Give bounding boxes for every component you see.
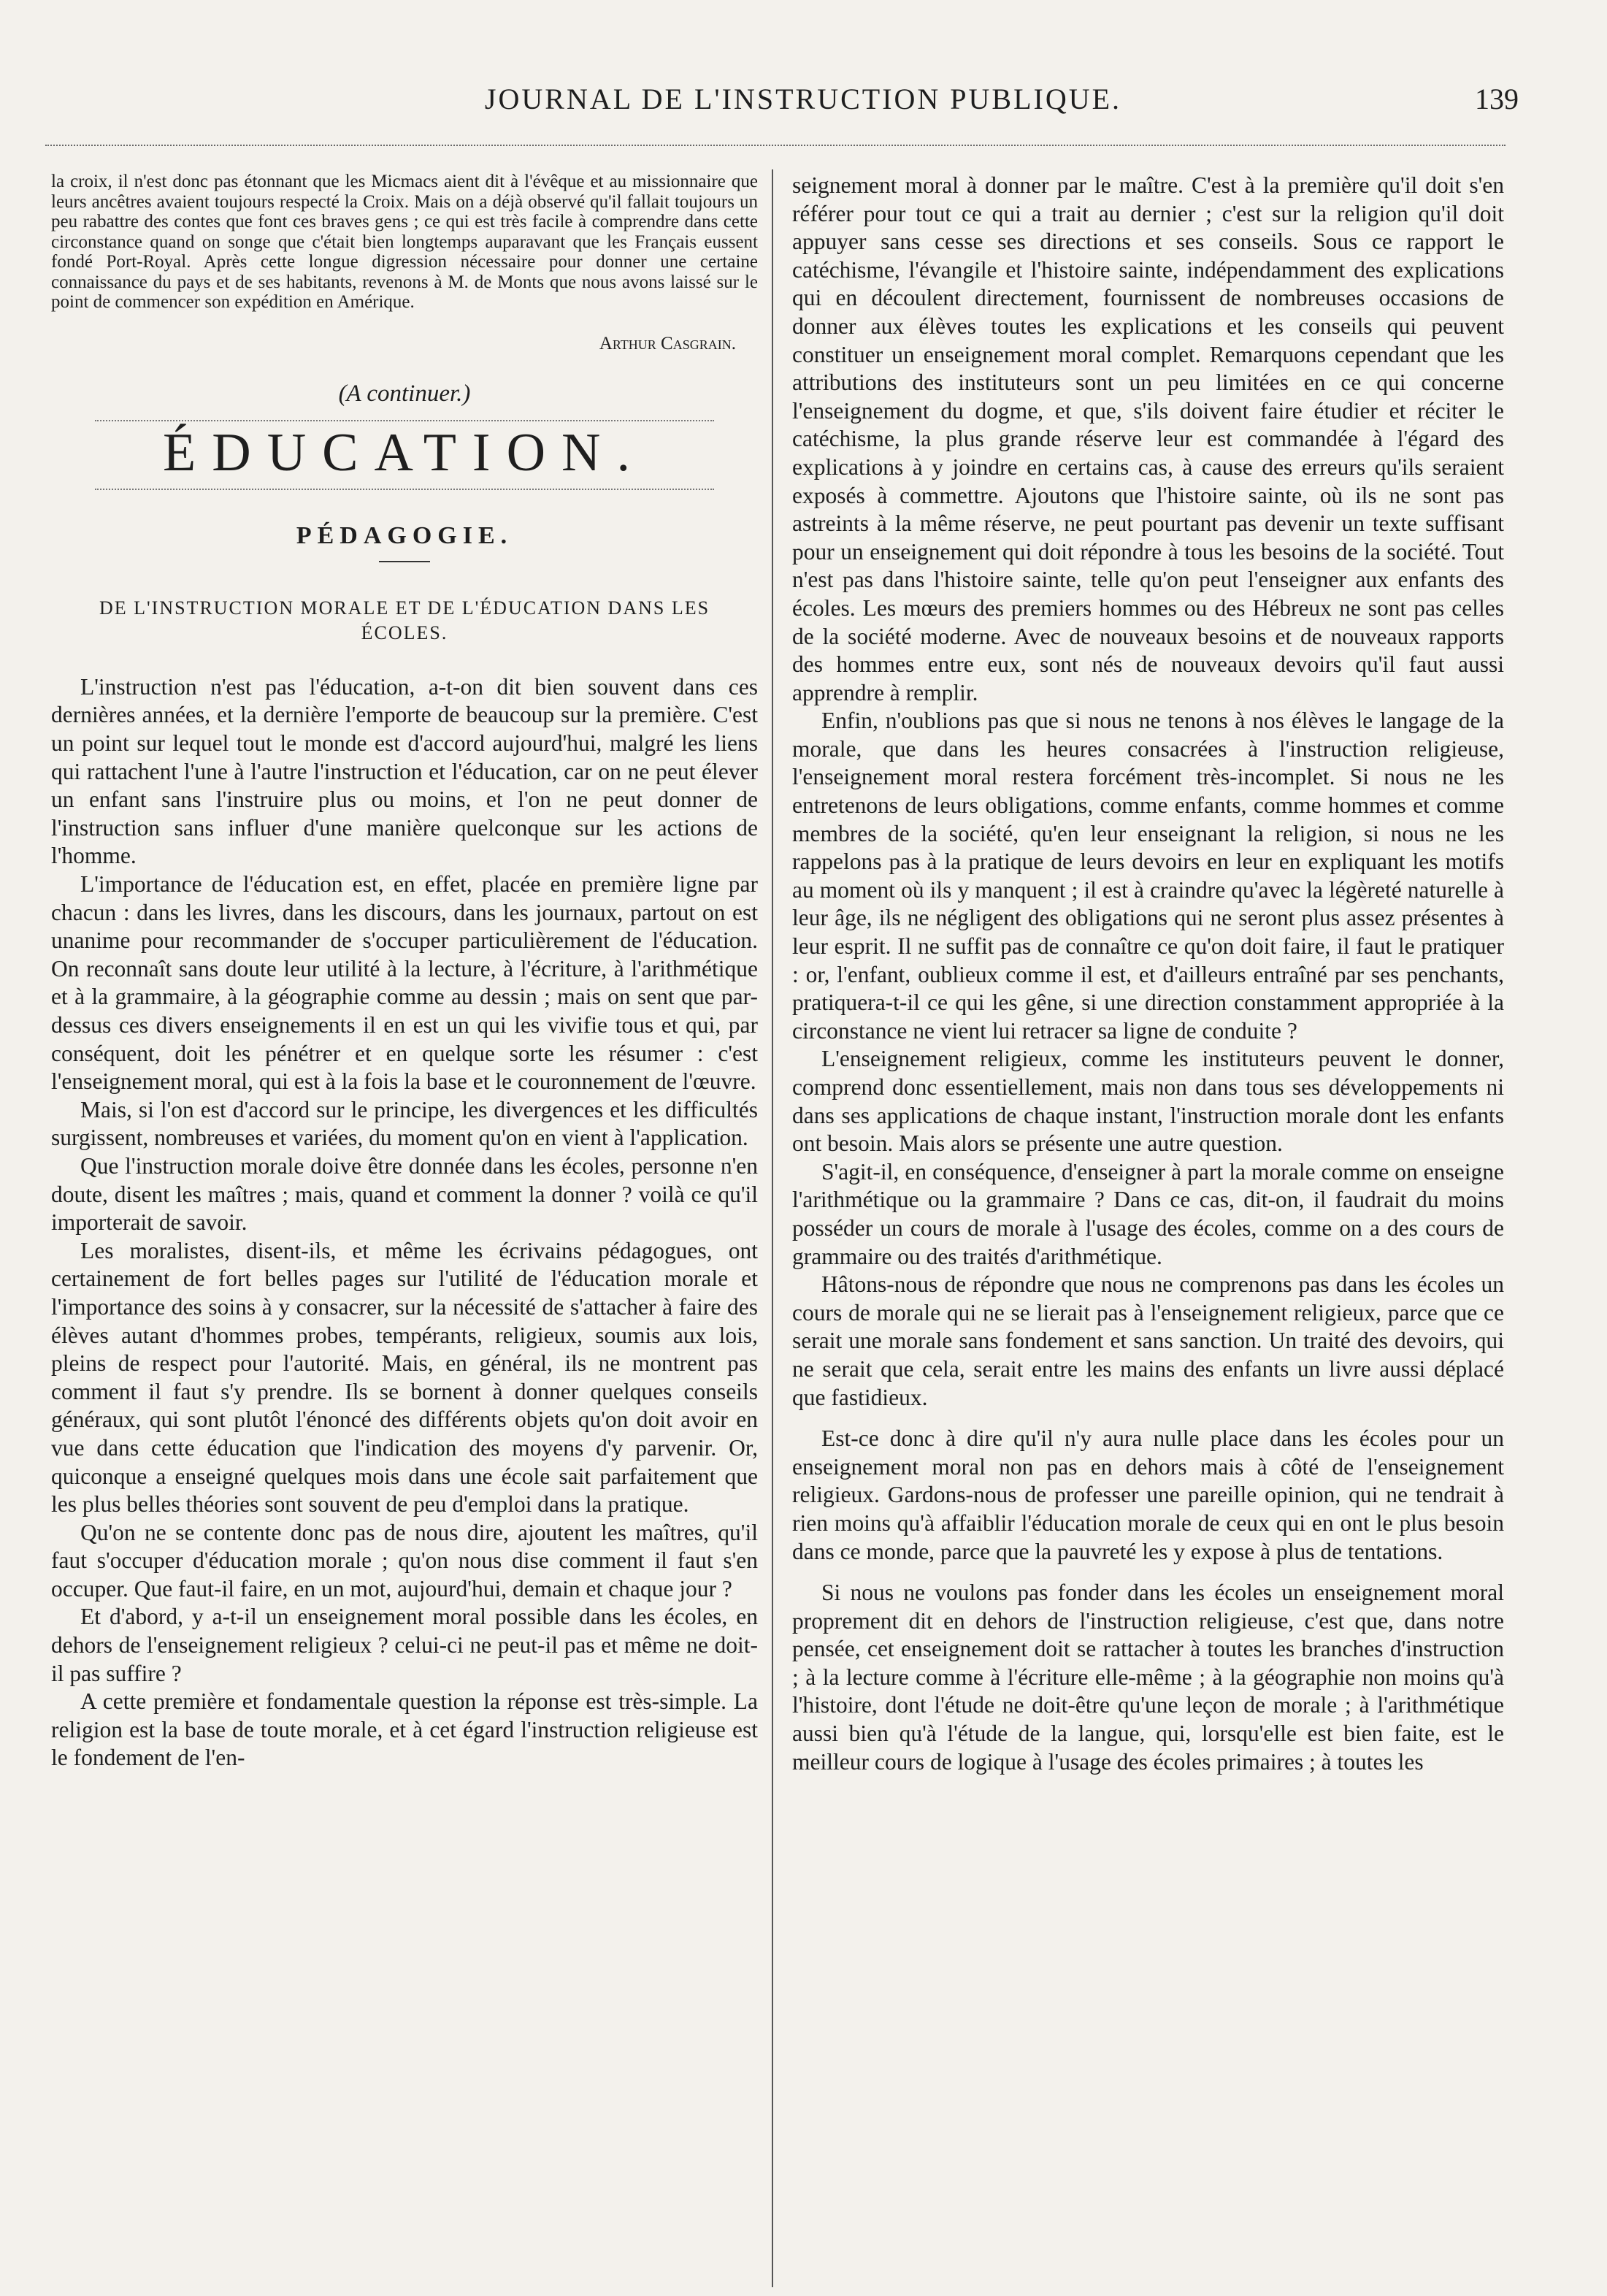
- paragraph: Est-ce donc à dire qu'il n'y aura nulle place dans les écoles pour un enseignement moral non pas en dehors mais à côté de l'enseignement religieux. Gardons-nous de professer une pareille opinion, qui ne tendrait à rien moins qu'à affaiblir l'éducation morale de ceux qui en ont le plus besoin dans ce monde, parce que la pauvreté les y expose à plus de tentations.: [792, 1426, 1504, 1564]
- paragraph: Que l'instruction morale doive être donnée dans les écoles, personne n'en doute, disent les maîtres ; mais, quand et comment la donner ? voilà ce qu'il importerait de savoir.: [51, 1152, 758, 1236]
- short-rule: [379, 561, 430, 562]
- paragraph: Hâtons-nous de répondre que nous ne comprenons pas dans les écoles un cours de morale qui ne se lierait pas à l'enseignement religieux, parce que ce serait une morale sans fondement et sans sanction. Un traité des devoirs, qui ne serait que cela, serait entre les mains des enfants un livre aussi déplacé que fastidieux.: [792, 1271, 1504, 1410]
- paragraph: L'importance de l'éducation est, en effet, placée en première ligne par chacun : dans les livres, dans les discours, dans les journaux, partout on est unanime pour recommander de s'occuper particulièrement de l'éducation. On reconnaît sans doute leur utilité à la lecture, à l'écriture, à l'arithmétique et à la grammaire, à la géographie comme au dessin ; mais on sent que par-dessus ces divers enseignements il en est un qui les vivifie tous et qui, par conséquent, doit les pénétrer et en quelque sorte les résumer : c'est l'enseignement moral, qui est à la fois la base et le couronnement de l'œuvre.: [51, 871, 758, 1095]
- running-title: JOURNAL DE L'INSTRUCTION PUBLIQUE.: [484, 83, 1122, 115]
- paragraph-spacer: [792, 1566, 1504, 1579]
- right-column: [792, 172, 1504, 1776]
- left-column: [51, 172, 758, 1772]
- section-title: ÉDUCATION.: [163, 422, 646, 483]
- paragraph: Les moralistes, disent-ils, et même les écrivains pédagogues, ont certainement de fort belles pages sur l'utilité de l'éducation morale et l'importance des soins à y consacrer, sur la nécessité de s'attacher à faire des élèves autant d'hommes probes, tempérants, religieux, soumis aux lois, pleins de respect pour l'autorité. Mais, en général, ils ne montrent pas comment il faut s'y prendre. Ils se bornent à donner quelques conseils généraux, qui sont plutôt l'énoncé des différents objets qu'on doit avoir en vue dans cette éducation que l'indication des moyens d'y parvenir. Or, quiconque a enseigné quelques mois dans une école sait parfaitement que les plus belles théories sont souvent de peu d'emploi dans la pratique.: [51, 1237, 758, 1518]
- page-number: 139: [1475, 83, 1519, 115]
- paragraph: S'agit-il, en conséquence, d'enseigner à part la morale comme on enseigne l'arithmétique ou la grammaire ? Dans ce cas, dit-on, il faudrait du moins posséder un cours de morale à l'usage des écoles, comme on a des cours de grammaire ou des traités d'arithmétique.: [792, 1158, 1504, 1269]
- paragraph: Si nous ne voulons pas fonder dans les écoles un enseignement moral proprement dit en dehors de l'instruction religieuse, c'est que, dans notre pensée, cet enseignement doit se rattacher à toutes les branches d'instruction ; à la lecture comme à l'écriture elle-même ; à la géographie non moins qu'à l'histoire, dont l'étude ne doit-être qu'une leçon de morale ; à l'arithmétique aussi bien qu'à l'étude de la langue, qui, lorsqu'elle est bien faite, est le meilleur cours de logique à l'usage des écoles primaires ; à toutes les: [792, 1580, 1504, 1775]
- paragraph: L'enseignement religieux, comme les instituteurs peuvent le donner, comprend donc essentiellement, mais non dans tous ses développements ni dans ses applications de chaque instant, l'instruction morale dont les enfants ont besoin. Mais alors se présente une autre question.: [792, 1046, 1504, 1157]
- paragraph: Enfin, n'oublions pas que si nous ne tenons à nos élèves le langage de la morale, que dans les heures consacrées à l'instruction religieuse, l'enseignement moral restera forcément très-incomplet. Si nous ne les entretenons de leurs obligations, comme enfants, comme hommes et comme membres de la société, qu'en leur enseignant la religion, si nous ne les rappelons pas à la pratique de leurs devoirs en leur en expliquant les motifs au moment où ils y manquent ; il est à craindre qu'avec la légèreté naturelle à leur âge, ils ne négligent des obligations qui ne seront plus assez présentes à leur esprit. Il ne suffit pas de connaître ce qu'on doit faire, il faut le pratiquer : or, l'enfant, oublieux comme il est, et d'ailleurs entraîné par ses penchants, pratiquera-t-il ce qui les gêne, si une direction constamment appropriée à la circonstance ne vient lui retracer sa ligne de conduite ?: [792, 708, 1504, 1044]
- paragraph: L'instruction n'est pas l'éducation, a-t-on dit bien souvent dans ces dernières années, et la dernière l'emporte de beaucoup sur la première. C'est un point sur lequel tout le monde est d'accord aujourd'hui, malgré les liens qui rattachent l'une à l'autre l'instruction et l'éducation, car on ne peut élever un enfant sans l'instruire plus ou moins, et l'on ne peut donner de l'instruction sans influer d'une manière quelconque sur les actions de l'homme.: [51, 673, 758, 869]
- subsection-title: PÉDAGOGIE.: [296, 522, 513, 550]
- section-divider-top: [95, 420, 714, 421]
- author-signature: Arthur Casgrain.: [599, 333, 736, 353]
- paragraph: seignement moral à donner par le maître. C'est à la première qu'il doit s'en référer pour tout ce qui a trait au dernier ; c'est sur la religion qu'il doit appuyer sans cesse ses directions et ses conseils. Sous ce rapport le catéchisme, l'évangile et l'histoire sainte, indépendamment des explications qui en découlent directement, fournissent de nombreuses occasions de donner aux élèves toutes les explications et les conseils qui peuvent constituer un enseignement moral complet. Remarquons cependant que les attributions des instituteurs sont un peu limitées en ce qui concerne l'enseignement du dogme, et que, s'ils doivent faire étudier et réciter le catéchisme, la plus grande réserve leur est commandée à l'égard des explications à y joindre en certains cas, à cause des erreurs qu'ils seraient exposés à commettre. Ajoutons que l'histoire sainte, où ils ne sont pas astreints à la même réserve, ne peut pourtant pas devenir un texte suffisant pour un enseignement qui doit répondre à tous les besoins de la société. Tout n'est pas dans l'histoire sainte, telle qu'on peut l'enseigner aux enfants des écoles. Les mœurs des premiers hommes ou des Hébreux ne sont pas celles de la société moderne. Avec de nouveaux besoins et de nouveaux rapports des hommes entre eux, sont nés de nouveaux devoirs qu'il faut aussi apprendre à remplir.: [792, 172, 1504, 705]
- article-title: DE L'INSTRUCTION MORALE ET DE L'ÉDUCATION DANS LES ÉCOLES.: [99, 597, 710, 643]
- paragraph: Qu'on ne se contente donc pas de nous dire, ajoutent les maîtres, qu'il faut s'occuper d'éducation morale ; qu'on nous dise comment il faut s'en occuper. Que faut-il faire, en un mot, aujourd'hui, demain et chaque jour ?: [51, 1519, 758, 1602]
- paragraph: A cette première et fondamentale question la réponse est très-simple. La religion est la base de toute morale, et à cet égard l'instruction religieuse est le fondement de l'en-: [51, 1688, 758, 1771]
- paragraph-spacer: [792, 1412, 1504, 1425]
- page-header: [44, 82, 1562, 126]
- column-divider: [772, 169, 773, 2287]
- previous-article-ending: la croix, il n'est donc pas étonnant que les Micmacs aient dit à l'évêque et au missionnaire que leurs ancêtres avaient toujours respecté la Croix. Mais on a déjà observé qu'il fallait toujours un peu rabattre des contes que font ces braves gens ; ce qui est très facile à comprendre dans cette circonstance quand on songe que c'était bien longtemps auparavant que les Français eussent fondé Port-Royal. Après cette longue digression nécessaire pour donner une certaine connaissance du pays et de ses habitants, revenons à M. de Monts que nous avons laissé sur le point de commencer son expédition en Amérique.: [51, 172, 758, 312]
- header-rule: [45, 145, 1506, 146]
- paragraph: Et d'abord, y a-t-il un enseignement moral possible dans les écoles, en dehors de l'enseignement religieux ? celui-ci ne peut-il pas et même ne doit-il pas suffire ?: [51, 1604, 758, 1686]
- paragraph: Mais, si l'on est d'accord sur le principe, les divergences et les difficultés surgissent, nombreuses et variées, du moment qu'on en vient à l'application.: [51, 1096, 758, 1151]
- section-divider-bottom: [95, 489, 714, 490]
- to-be-continued: (A continuer.): [338, 380, 471, 407]
